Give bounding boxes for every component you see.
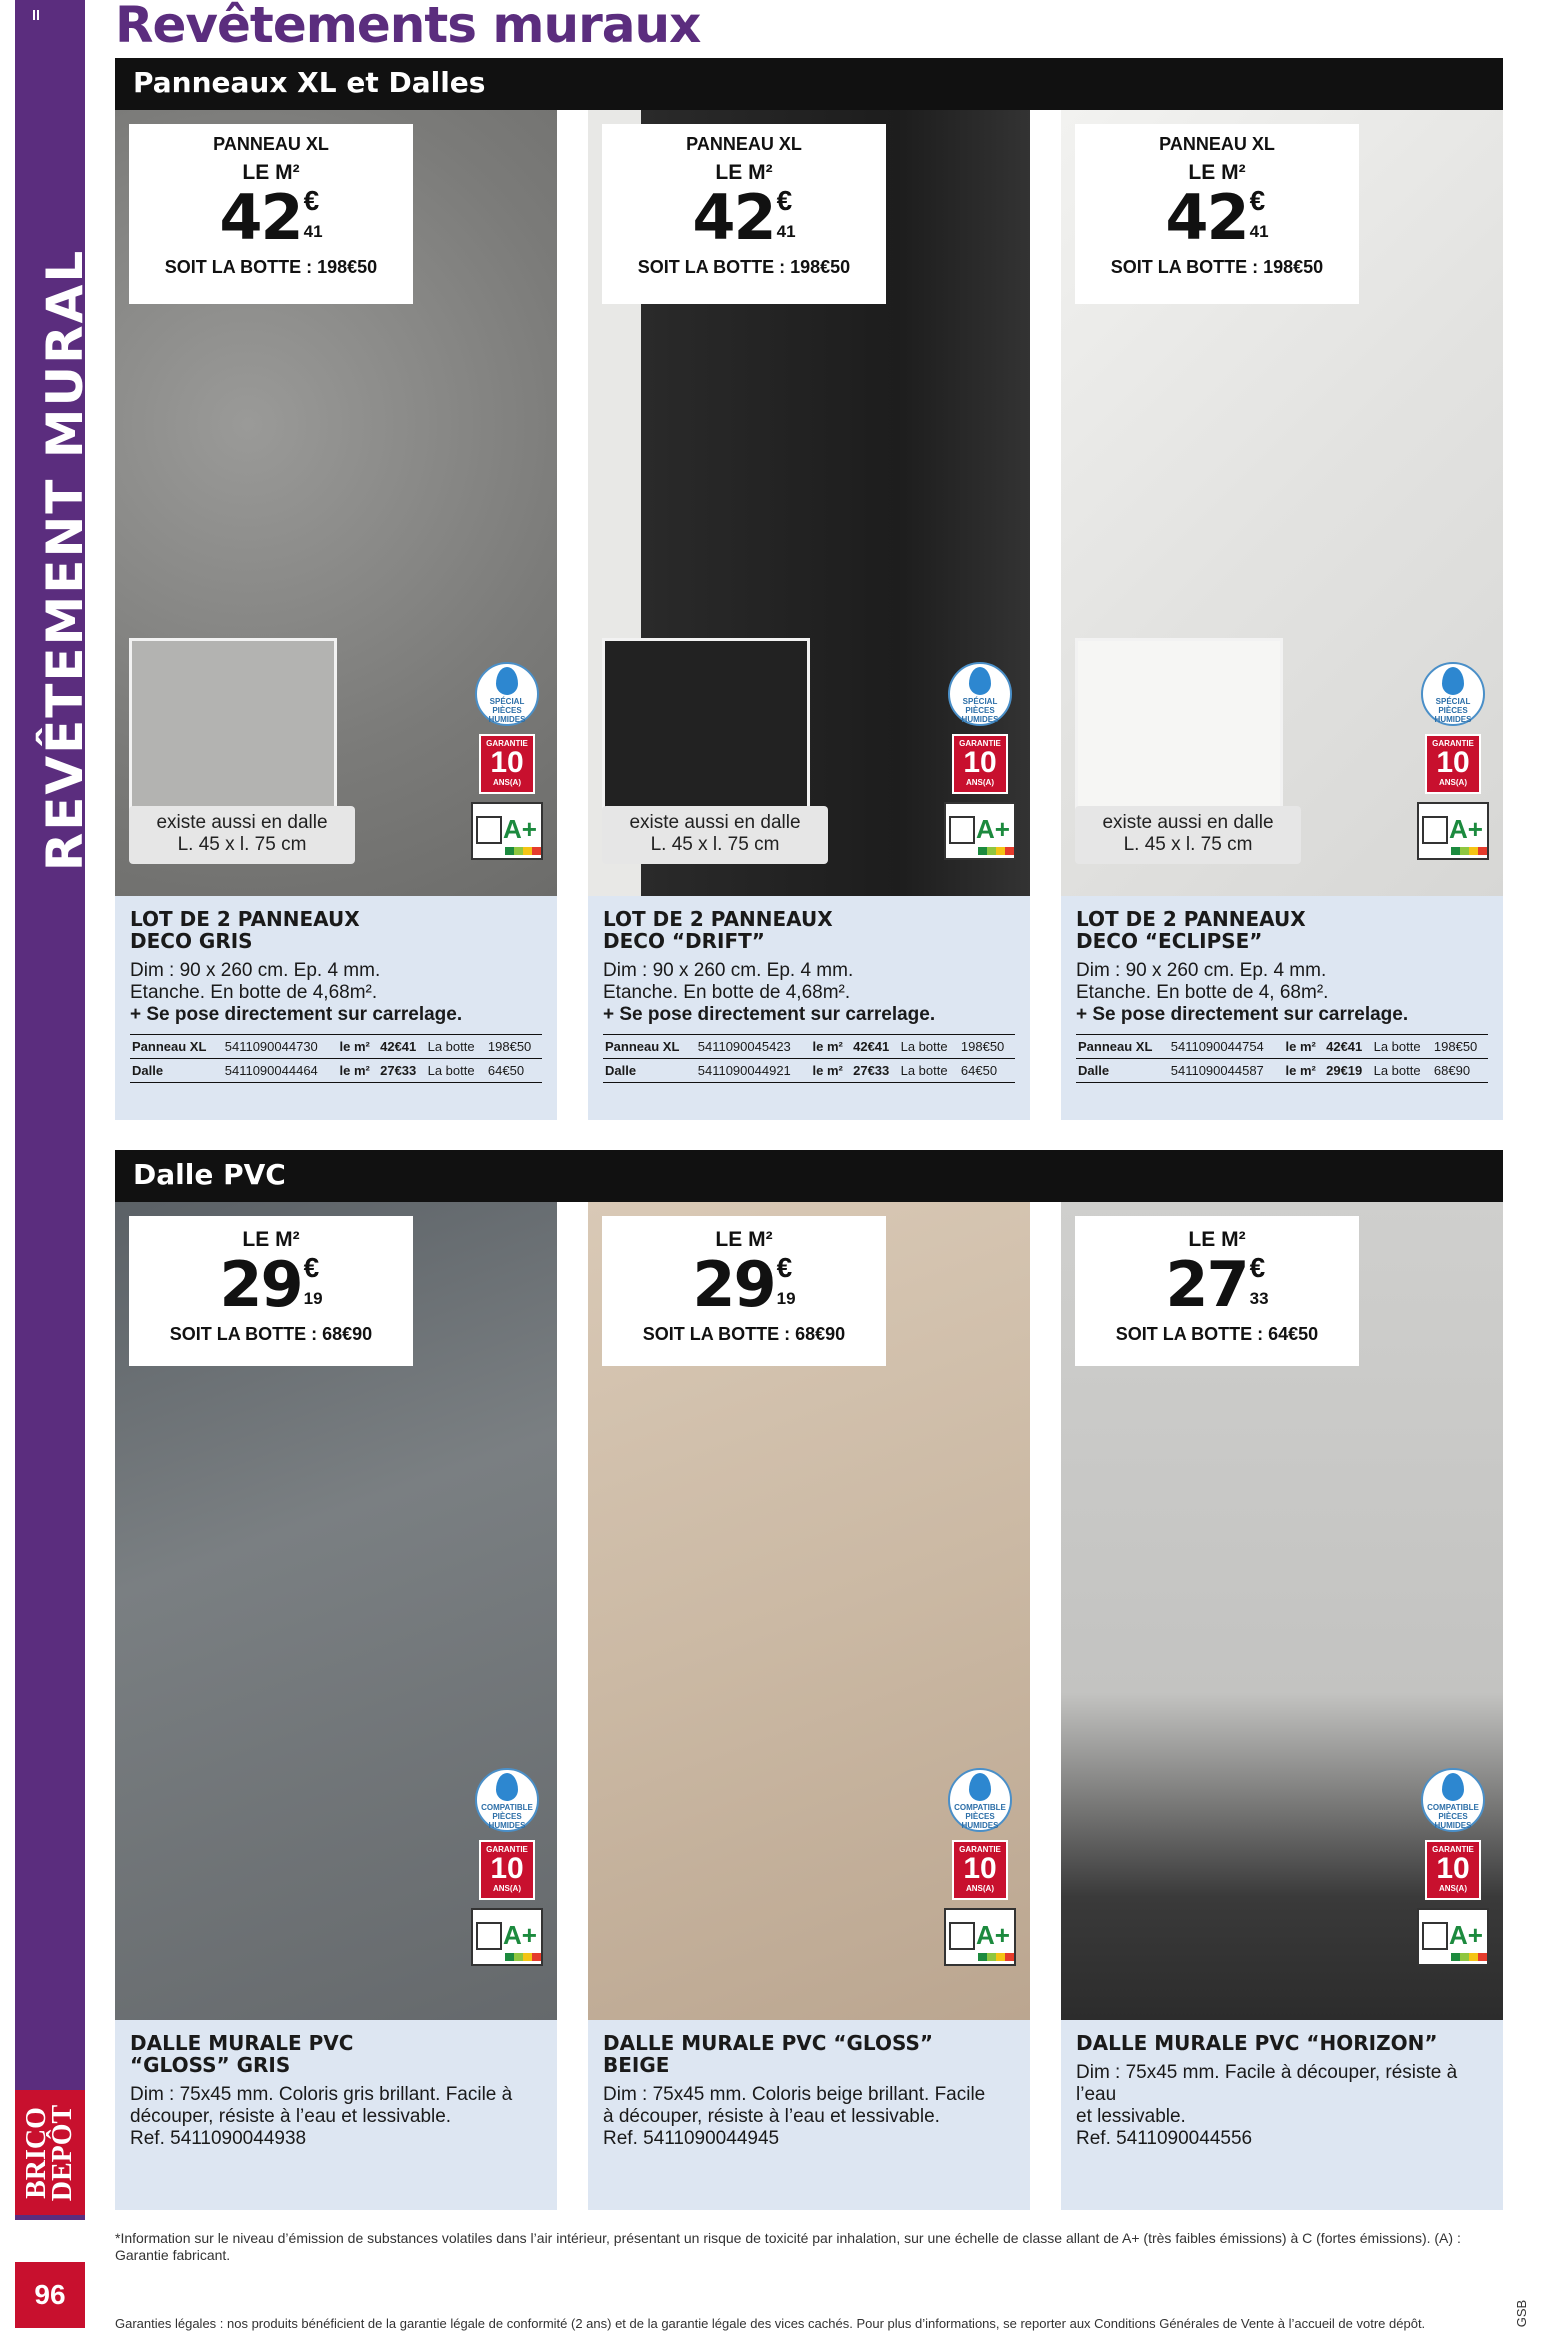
product-photo [588,1202,1030,2020]
price-botte: SOIT LA BOTTE : 198€50 [164,257,378,277]
emission-label-icon: A+ [944,802,1016,860]
logo-line-2: DEPÔT [47,2104,78,2201]
price-botte: SOIT LA BOTTE : 68€90 [169,1324,373,1344]
price-cents: 41 [303,222,323,241]
price-integer: 42 [1165,181,1248,254]
price-integer: 42 [219,181,302,254]
badges [471,662,543,860]
price-currency: € [776,185,793,216]
badges [471,1768,543,1966]
guarantee-badge: GARANTIE 10 ANS(A) [952,734,1008,794]
emission-label-icon: A+ [471,1908,543,1966]
product-card-gloss-beige[interactable] [588,1202,1030,2210]
price-tag [129,124,413,304]
dalle-swatch-image [1075,638,1283,810]
price-cents: 33 [1249,1289,1269,1308]
price-label: PANNEAU XL [213,134,329,154]
humid-room-badge-icon: SPÉCIAL PIÈCES HUMIDES [1421,662,1485,726]
sidebar-section-label: REVÊTEMENT MURAL [36,248,94,872]
product-title: DALLE MURALE PVC “GLOSS” GRIS [130,2031,354,2077]
emission-label-icon: A+ [1417,802,1489,860]
emission-label-icon: A+ [471,802,543,860]
guarantee-badge: GARANTIE 10 ANS(A) [1425,1840,1481,1900]
product-info [115,896,557,1120]
brand-logo [15,2090,85,2215]
dalle-caption-text: existe aussi en dalle L. 45 x l. 75 cm [629,812,801,855]
dalle-caption [1075,806,1301,864]
table-row: Panneau XL 5411090044754 le m² 42€41 La botte 198€50 [1076,1035,1488,1059]
price-value [692,1248,796,1321]
dalle-caption-text: existe aussi en dalle L. 45 x l. 75 cm [1102,812,1274,855]
table-row: Dalle 5411090044464 le m² 27€33 La botte 64€50 [130,1059,542,1083]
logo-line-1: BRICO [21,2106,52,2199]
product-info [1061,896,1503,1120]
price-currency: € [776,1252,793,1283]
page-mark-icon [33,10,39,20]
product-photo [1061,1202,1503,2020]
product-info [588,2020,1030,2210]
guarantee-badge: GARANTIE 10 ANS(A) [1425,734,1481,794]
product-card-panneau-drift[interactable] [588,110,1030,1120]
product-title: LOT DE 2 PANNEAUX DECO GRIS [130,907,360,953]
price-cents: 19 [303,1289,323,1308]
dalle-swatch-image [129,638,337,810]
price-cents: 19 [776,1289,796,1308]
humid-room-badge-icon: SPÉCIAL PIÈCES HUMIDES [475,662,539,726]
price-unit: LE M² [1188,1228,1246,1251]
table-row: Dalle 5411090044587 le m² 29€19 La botte 68€90 [1076,1059,1488,1083]
product-card-panneau-eclipse[interactable] [1061,110,1503,1120]
product-card-gloss-gris[interactable] [115,1202,557,2210]
price-botte: SOIT LA BOTTE : 198€50 [1110,257,1324,277]
price-value [219,1248,323,1321]
product-info [1061,2020,1503,2210]
product-bullet: + Se pose directement sur carrelage. [1076,1004,1409,1025]
price-integer: 29 [219,1248,302,1321]
price-cents: 41 [776,222,796,241]
product-photo [115,1202,557,2020]
guarantee-badge: GARANTIE 10 ANS(A) [952,1840,1008,1900]
product-bullet: + Se pose directement sur carrelage. [603,1004,936,1025]
badges [1417,1768,1489,1966]
product-photo [115,110,557,896]
product-card-horizon[interactable] [1061,1202,1503,2210]
humid-room-badge-icon: SPÉCIAL PIÈCES HUMIDES [948,662,1012,726]
emission-label-icon: A+ [1417,1908,1489,1966]
price-currency: € [303,1252,320,1283]
price-tag [602,1216,886,1366]
legal-notice: Garanties légales : nos produits bénéficient de la garantie légale de conformité (2 ans) et de la garantie légale des vices cachés. Pour plus d’informations, se reporter aux Conditions Générales de Vente à l’accueil de votre dépôt. [115,2316,1426,2331]
price-value [219,181,323,254]
product-bullet: + Se pose directement sur carrelage. [130,1004,463,1025]
sidebar [15,0,94,2220]
price-unit: LE M² [715,1228,773,1251]
price-integer: 42 [692,181,775,254]
product-info [588,896,1030,1120]
reference-table [130,1034,542,1083]
emission-label-icon: A+ [944,1908,1016,1966]
product-description: Dim : 75x45 mm. Coloris beige brillant. Facile à découper, résiste à l’eau et lessivable. Ref. 5411090044945 [603,2084,986,2149]
humid-room-badge-icon: COMPATIBLE PIÈCES HUMIDES [475,1768,539,1832]
price-tag [129,1216,413,1366]
product-title: LOT DE 2 PANNEAUX DECO “ECLIPSE” [1076,907,1306,953]
price-botte: SOIT LA BOTTE : 198€50 [637,257,851,277]
table-row: Panneau XL 5411090044730 le m² 42€41 La botte 198€50 [130,1035,542,1059]
price-integer: 27 [1165,1248,1248,1321]
product-description: Dim : 75x45 mm. Facile à découper, résiste à l’eau et lessivable. Ref. 5411090044556 [1076,2062,1458,2149]
table-row: Panneau XL 5411090045423 le m² 42€41 La botte 198€50 [603,1035,1015,1059]
product-description: Dim : 90 x 260 cm. Ep. 4 mm. Etanche. En botte de 4,68m². [130,960,381,1003]
table-row: Dalle 5411090044921 le m² 27€33 La botte 64€50 [603,1059,1015,1083]
badges [1417,662,1489,860]
product-title: LOT DE 2 PANNEAUX DECO “DRIFT” [603,907,833,953]
price-tag [602,124,886,304]
footnote: *Information sur le niveau d’émission de substances volatiles dans l’air intérieur, présentant un risque de toxicité par inhalation, sur une échelle de classe allant de A+ (très faibles émissions) à C (fortes émissions). (A) : Garantie fabricant. [115,2230,1461,2263]
price-currency: € [1249,185,1266,216]
price-cents: 41 [1249,222,1269,241]
price-tag [1075,124,1359,304]
product-photo [1061,110,1503,896]
product-title: DALLE MURALE PVC “HORIZON” [1076,2031,1438,2055]
product-description: Dim : 90 x 260 cm. Ep. 4 mm. Etanche. En botte de 4, 68m². [1076,960,1329,1003]
dalle-caption [602,806,828,864]
page-number: 96 [15,2262,85,2328]
page-title: Revêtements muraux [115,0,701,54]
price-botte: SOIT LA BOTTE : 68€90 [642,1324,846,1344]
price-value [1165,1248,1269,1321]
product-description: Dim : 90 x 260 cm. Ep. 4 mm. Etanche. En botte de 4,68m². [603,960,854,1003]
guarantee-badge: GARANTIE 10 ANS(A) [479,734,535,794]
price-unit: LE M² [242,1228,300,1251]
section-header-dalle-pvc: Dalle PVC [115,1150,1503,1202]
product-description: Dim : 75x45 mm. Coloris gris brillant. Facile à découper, résiste à l’eau et lessivable. Ref. 5411090044938 [130,2084,513,2149]
section-header-panneaux: Panneaux XL et Dalles [115,58,1503,110]
page-code: GSB [1513,2299,1529,2328]
reference-table [1076,1034,1488,1083]
product-card-panneau-gris[interactable] [115,110,557,1120]
product-title: DALLE MURALE PVC “GLOSS” BEIGE [603,2031,934,2077]
humid-room-badge-icon: COMPATIBLE PIÈCES HUMIDES [1421,1768,1485,1832]
price-unit: LE M² [715,161,773,184]
reference-table [603,1034,1015,1083]
badges [944,1768,1016,1966]
dalle-swatch-image [602,638,810,810]
humid-room-badge-icon: COMPATIBLE PIÈCES HUMIDES [948,1768,1012,1832]
product-photo [588,110,1030,896]
brand-logo-text [21,2104,78,2201]
dalle-caption-text: existe aussi en dalle L. 45 x l. 75 cm [156,812,328,855]
guarantee-badge: GARANTIE 10 ANS(A) [479,1840,535,1900]
badges [944,662,1016,860]
price-currency: € [303,185,320,216]
price-label: PANNEAU XL [1159,134,1275,154]
price-label: PANNEAU XL [686,134,802,154]
price-unit: LE M² [1188,161,1246,184]
price-value [692,181,796,254]
dalle-caption [129,806,355,864]
price-unit: LE M² [242,161,300,184]
price-integer: 29 [692,1248,775,1321]
price-value [1165,181,1269,254]
price-currency: € [1249,1252,1266,1283]
price-botte: SOIT LA BOTTE : 64€50 [1115,1324,1319,1344]
price-tag [1075,1216,1359,1366]
product-info [115,2020,557,2210]
